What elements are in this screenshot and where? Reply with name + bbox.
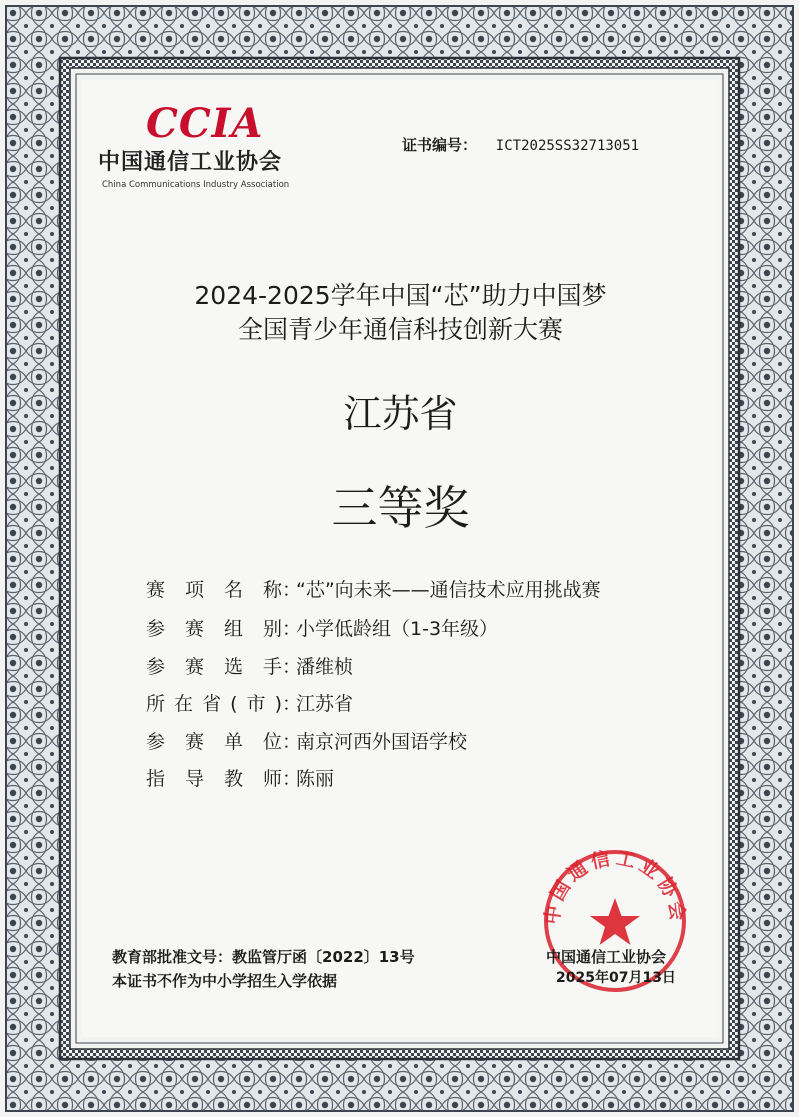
logo-abbreviation: CCIA bbox=[146, 100, 264, 147]
field-value: 江苏省 bbox=[296, 692, 354, 715]
field-event-name: 赛项名称 ： “芯”向未来——通信技术应用挑战赛 bbox=[146, 573, 601, 603]
field-contestant: 参赛选手 ： 潘维桢 bbox=[146, 650, 353, 680]
certificate-number-label: 证书编号： bbox=[402, 136, 478, 154]
field-teacher: 指导教师 ： 陈丽 bbox=[146, 762, 334, 792]
certificate-number bbox=[402, 134, 639, 155]
admission-note: 本证书不作为中小学招生入学依据 bbox=[112, 972, 338, 990]
star-icon bbox=[590, 898, 640, 945]
logo-english-name: China Communications Industry Association bbox=[102, 180, 290, 190]
field-value: “芯”向未来——通信技术应用挑战赛 bbox=[296, 578, 601, 601]
field-label: 所在省(市) bbox=[146, 692, 282, 715]
field-label: 赛项名称 bbox=[146, 578, 282, 601]
field-value: 南京河西外国语学校 bbox=[296, 730, 468, 753]
logo-chinese-name: 中国通信工业协会 bbox=[98, 150, 283, 175]
prize-heading: 三等奖 bbox=[331, 481, 470, 535]
field-label: 参赛组别 bbox=[146, 617, 282, 640]
field-label: 参赛选手 bbox=[146, 655, 282, 678]
field-value: 陈丽 bbox=[296, 767, 335, 790]
approval-number: 教育部批准文号：教监管厅函〔2022〕13号 bbox=[112, 948, 415, 966]
issuer-name: 中国通信工业协会 bbox=[546, 948, 667, 966]
field-province: 所在省(市) ： 江苏省 bbox=[146, 687, 353, 717]
seal-text: 中国通信工业协会 bbox=[541, 847, 689, 926]
field-label: 参赛单位 bbox=[146, 730, 282, 753]
field-label: 指导教师 bbox=[146, 767, 282, 790]
province-heading: 江苏省 bbox=[343, 392, 458, 436]
field-group: 参赛组别 ： 小学低龄组（1-3年级） bbox=[146, 612, 498, 642]
competition-title-line1: 2024-2025学年中国“芯”助力中国梦 bbox=[194, 281, 607, 310]
field-school: 参赛单位 ： 南京河西外国语学校 bbox=[146, 725, 467, 755]
issue-date: 2025年07月13日 bbox=[556, 970, 676, 986]
ccia-logo bbox=[98, 100, 298, 195]
field-value: 潘维桢 bbox=[296, 655, 354, 678]
field-value: 小学低龄组（1-3年级） bbox=[296, 617, 499, 640]
certificate-number-value: ICT2025SS32713051 bbox=[495, 138, 640, 154]
competition-title-line2: 全国青少年通信科技创新大赛 bbox=[237, 315, 563, 344]
